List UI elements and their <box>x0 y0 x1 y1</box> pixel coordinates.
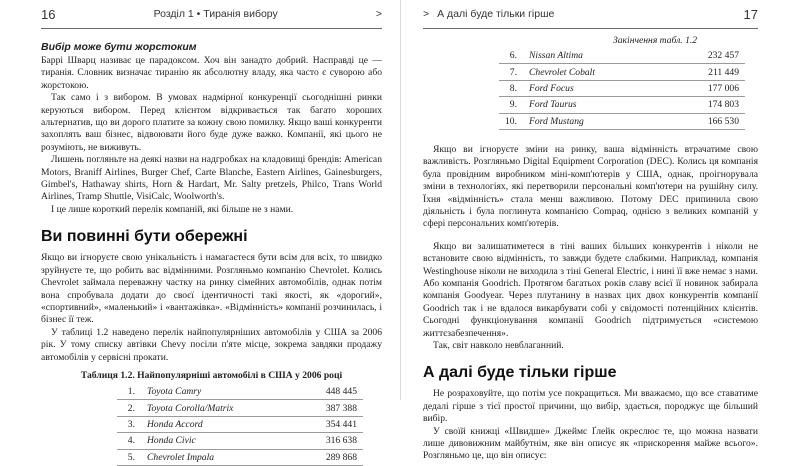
left-intro-paragraph: Баррі Шварц називає це парадоксом. Хоч він занадто добрий. Насправді це — тиранія. Словник визначає тиранію як абсолютну владу, яка часто є суворою або жорстокою. <box>41 55 382 91</box>
table-rank: 1. <box>117 384 141 400</box>
table-sales: 232 457 <box>673 48 745 64</box>
table-rank: 7. <box>499 64 523 80</box>
table-sales: 289 868 <box>291 449 363 465</box>
table-model: Chevrolet Impala <box>141 449 291 465</box>
right-paragraph: Якщо ви ігноруєте зміни на ринку, ваша відмінність втрачатиме свою важливість. Розгляньмо Digital Equipment Corporation (DEC). Колись ця компанія була провідним виробником міні-комп'ютерів у США, однак, проігнорувала зміни в технологіях, які перетворили персональні комп'ютери на рушійну силу. Їхня «відмінність» стала менш важливою. Потому DEC припинила свою діяльність і була поглинута компанією Compaq, однією з великих компаній у сфері персональних комп'ютерів. <box>423 143 758 230</box>
right-paragraph: Якщо ви залишатиметеся в тіні ваших більших конкурентів і ніколи не встановите свою відмінність, то завжди будете слабкими. Наприклад, компанія Westinghouse ніколи не виходила з тіні General Electric, і нині її вже немає з нами. Або компанія Goodrich. Протягом багатьох років славу всієї її новинок забирала компанія Goodyear. Через плутанину в назвах цих двох конкурентів компанії Goodrich так і не вдалося викарбувати собі у свідомості потенційних клієнтів. Сьогодні функціонування компанії Goodrich підтримується «системою життєзабезпечення». <box>423 240 758 339</box>
table-sales: 387 388 <box>291 400 363 416</box>
table-row <box>117 433 363 449</box>
left-intro-paragraph: І це лише короткий перелік компаній, які більше не з нами. <box>51 203 294 215</box>
left-header-rule <box>41 28 382 29</box>
table-model: Nissan Altima <box>523 48 673 64</box>
table-sales: 177 006 <box>673 80 745 96</box>
right-head-arrow: > <box>423 8 430 20</box>
table-rank: 9. <box>499 97 523 113</box>
left-page <box>0 0 400 463</box>
table-model: Ford Mustang <box>523 113 673 129</box>
left-subheading: Вибір може бути жорстоким <box>41 41 197 53</box>
right-running-header <box>423 0 758 28</box>
table-model: Honda Accord <box>141 416 291 432</box>
right-running-head-title: А далі буде тільки гірше <box>437 8 555 20</box>
right-page-number: 17 <box>743 6 758 22</box>
table-row <box>117 384 363 400</box>
table-row <box>117 400 363 416</box>
table-model: Ford Focus <box>523 80 673 96</box>
table-model: Chevrolet Cobalt <box>523 64 673 80</box>
table-rank: 10. <box>499 113 523 129</box>
left-section-paragraph: У таблиці 1.2 наведено перелік найпопулярніших автомобілів у США за 2006 рік. У тому списку автівки Chevy посіли п'яте місце, зокрема завдяки продажу автомобілів у сервісні прокати. <box>41 326 382 363</box>
right-header-rule <box>423 28 758 29</box>
table-row <box>117 416 363 432</box>
table-model: Toyota Corolla/Matrix <box>141 400 291 416</box>
right-section-paragraph: Не розраховуйте, що потім усе покращиться. Ми вважаємо, що все ставатиме дедалі гірше з тієї простої причини, що вибір, здається, породжує ще більший вибір. <box>423 388 758 425</box>
table-row <box>499 48 745 64</box>
table-sales: 166 530 <box>673 113 745 129</box>
right-car-table <box>499 48 745 130</box>
table-model: Toyota Camry <box>141 384 291 400</box>
left-table-caption: Таблиця 1.2. Найпопулярніші автомобілі в США у 2006 році <box>80 369 343 381</box>
table-row <box>499 80 745 96</box>
right-aside: Так, світ навколо невблаганний. <box>433 340 564 352</box>
left-section-paragraph: Якщо ви ігноруєте свою унікальність і намагаєтеся бути всім для всіх, то швидко зруйнуєте те, що робить вас відмінними. Розгляньмо компанію Chevrolet. Колись Chevrolet займала переважну частку на ринку сімейних автомобілів, однак потім вона спробувала додати до своєї ідентичності такі якості, як «дорогий», «спортивний», «маленький» і «вантажівка». «Відмінність» компанії розчинилась, і бізнес її теж. <box>41 252 382 326</box>
table-row <box>499 97 745 113</box>
table-rank: 4. <box>117 433 141 449</box>
left-head-arrow: > <box>375 8 382 20</box>
left-running-head-title: Розділ 1 • Тиранія вибору <box>153 8 278 20</box>
left-section-heading: Ви повинні бути обережні <box>41 228 248 246</box>
table-sales: 211 449 <box>673 64 745 80</box>
table-sales: 354 441 <box>291 416 363 432</box>
left-intro-paragraph: Так само і з вибором. В умовах надмірної конкуренції сьогоднішні ринки керуються вибором. Перед клієнтом відкривається так багато хороших альтернатив, що ви дорого платите за кожну свою помилку. Якщо ваші конкуренти захоплять ваш бізнес, відвоювати його буде дуже важко. Компанії, які цього не розуміють, не виживуть. <box>41 92 382 153</box>
left-car-table <box>117 384 363 466</box>
table-rank: 5. <box>117 449 141 465</box>
left-intro-paragraph: Лишень погляньте на деякі назви на надгробках на кладовищі брендів: American Motors, Braniff Airlines, Burger Chef, Carte Blanche, Eastern Airlines, Gainesburgers, Gimbel's, Hathaway shirts, Horn & Hardart, Mr. Salty pretzels, Philco, Trans World Airlines, Tramp Shuttle, VisiCalc, Woolworth's. <box>41 154 382 203</box>
table-rank: 8. <box>499 80 523 96</box>
table-model: Honda Civic <box>141 433 291 449</box>
table-row <box>499 64 745 80</box>
right-table-caption: Закінчення табл. 1.2 <box>613 35 698 46</box>
left-running-header <box>41 0 382 28</box>
table-row <box>117 449 363 465</box>
table-rank: 6. <box>499 48 523 64</box>
table-model: Ford Taurus <box>523 97 673 113</box>
left-page-number: 16 <box>41 6 56 22</box>
table-rank: 3. <box>117 416 141 432</box>
right-section-paragraph: У своїй книжці «Швидше» Джеймс Ґлейк окреслює те, що можна назвати лише дивовижним майбутнім, яке він описує як «прискорення майже всього». Розгляньмо це, що він описує: <box>423 425 758 462</box>
table-row <box>499 113 745 129</box>
right-section-heading: А далі буде тільки гірше <box>423 364 617 382</box>
table-sales: 174 803 <box>673 97 745 113</box>
table-rank: 2. <box>117 400 141 416</box>
table-sales: 316 638 <box>291 433 363 449</box>
table-sales: 448 445 <box>291 384 363 400</box>
right-page <box>400 0 800 462</box>
